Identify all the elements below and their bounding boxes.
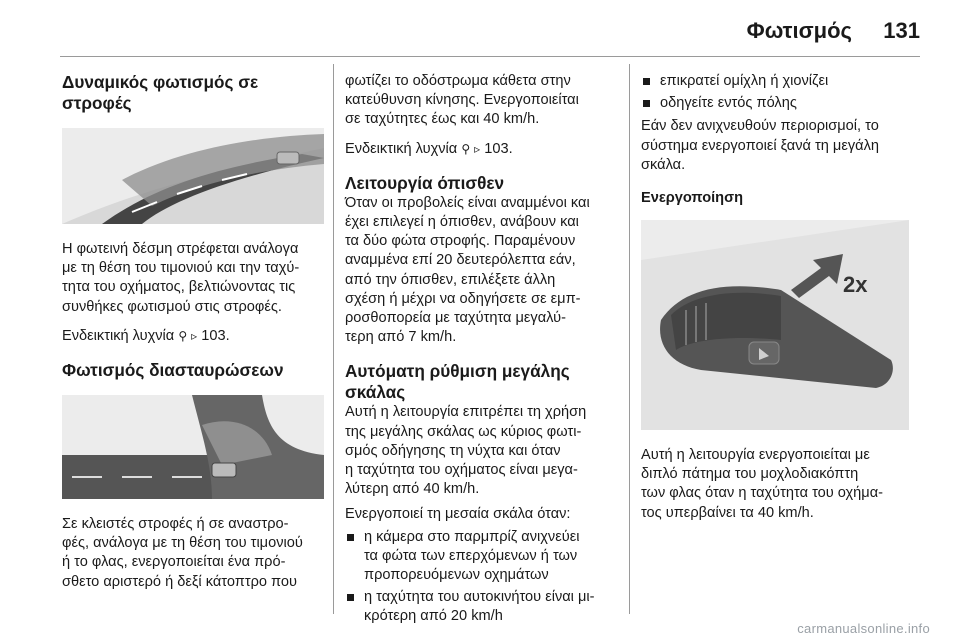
- lamp-indicator-icon: ⚲: [178, 328, 188, 343]
- lamp-indicator-icon: ⚲: [461, 141, 471, 156]
- paragraph: Εάν δεν ανιχνευθούν περιορισμοί, το σύστημα ενεργοποιεί ξανά τη μεγάλη σκάλα.: [641, 118, 879, 173]
- paragraph: Αυτή η λειτουργία ενεργοποιείται με διπλό πάτημα του μοχλοδιακόπτη των φλας όταν η ταχύτητα του οχήμα- τος υπερβαίνει τα 40 km/h.: [641, 447, 884, 521]
- stalk-switch-illustration: [641, 220, 909, 430]
- paragraph: Η φωτεινή δέσμη στρέφεται ανάλογα με τη θέση του τιμονιού και την ταχύ- τητα του οχήματος, βελτιώνοντας τις συνθήκες φωτισμού στις στροφές.: [62, 241, 300, 315]
- intersection-light-illustration: [62, 395, 324, 499]
- paragraph: Ενεργοποιεί τη μεσαία σκάλα όταν:: [345, 506, 571, 523]
- paragraph: Όταν οι προβολείς είναι αναμμένοι και έχει επιλεγεί η όπισθεν, ανάβουν και τα δύο φώτα στροφής. Παραμένουν αναμμένα επί 20 δευτερόλεπτα εάν, από την όπισθεν, επιλέξετε άλλη σχέση ή μέχρι να οδηγήσετε σε εμπ- ροσθοπορεία με ταχύτητα μεγαλύ- τερη από 7 km/h.: [345, 194, 590, 346]
- page-reference-icon: ▹: [474, 141, 481, 156]
- paragraph: Σε κλειστές στροφές ή σε αναστρο- φές, ανάλογα με τη θέση του τιμονιού ή το φλας, ενεργοποιείται ένα πρό- σθετο αριστερό ή δεξί κάτοπτρο που: [62, 516, 303, 590]
- page-reference-icon: ▹: [191, 328, 198, 343]
- page-number: 131: [883, 18, 920, 43]
- section-heading-auto-high-beam: Αυτόματη ρύθμιση μεγάλης σκάλας: [345, 361, 570, 403]
- bullet-square-icon: [347, 534, 354, 541]
- indicator-reference: Ενδεικτική λυχνία ⚲ ▹ 103.: [345, 140, 513, 157]
- press-twice-label: 2x: [843, 272, 868, 298]
- column-2: [345, 72, 625, 627]
- cornering-light-illustration: [62, 128, 324, 224]
- section-heading-activation: Ενεργοποίηση: [641, 190, 743, 207]
- list-item: επικρατεί ομίχλη ή χιονίζει: [641, 72, 923, 91]
- bullet-square-icon: [347, 594, 354, 601]
- column-1: [62, 72, 324, 592]
- header-divider: [60, 56, 920, 57]
- page-header: [0, 0, 960, 58]
- column-divider-2: [629, 64, 630, 614]
- bullet-square-icon: [643, 78, 650, 85]
- column-divider-1: [333, 64, 334, 614]
- bullet-square-icon: [643, 100, 650, 107]
- section-heading-intersection-lighting: Φωτισμός διασταυρώσεων: [62, 360, 284, 381]
- list-item: οδηγείτε εντός πόλης: [641, 94, 923, 113]
- section-heading-dynamic-cornering: Δυναμικός φωτισμός σε στροφές: [62, 72, 259, 113]
- list-item: η ταχύτητα του αυτοκινήτου είναι μι- κρότερη από 20 km/h: [345, 588, 625, 626]
- paragraph: φωτίζει το οδόστρωμα κάθετα στην κατεύθυνση κίνησης. Ενεργοποιείται σε ταχύτητες έως και 40 km/h.: [345, 73, 579, 128]
- page-title: Φωτισμός: [746, 18, 852, 43]
- paragraph: Αυτή η λειτουργία επιτρέπει τη χρήση της μεγάλης σκάλας ως κύριος φωτι- σμός οδήγησης τη νύχτα και όταν η ταχύτητα του οχήματος είναι μεγα- λύτερη από 40 km/h.: [345, 404, 587, 498]
- list-item: η κάμερα στο παρμπρίζ ανιχνεύει τα φώτα των επερχόμενων ή των προπορευόμενων οχημάτων: [345, 528, 625, 586]
- section-heading-reverse-function: Λειτουργία όπισθεν: [345, 172, 505, 193]
- indicator-reference: Ενδεικτική λυχνία ⚲ ▹ 103.: [62, 327, 230, 344]
- watermark: carmanualsonline.info: [797, 621, 930, 636]
- column-3: [641, 72, 923, 523]
